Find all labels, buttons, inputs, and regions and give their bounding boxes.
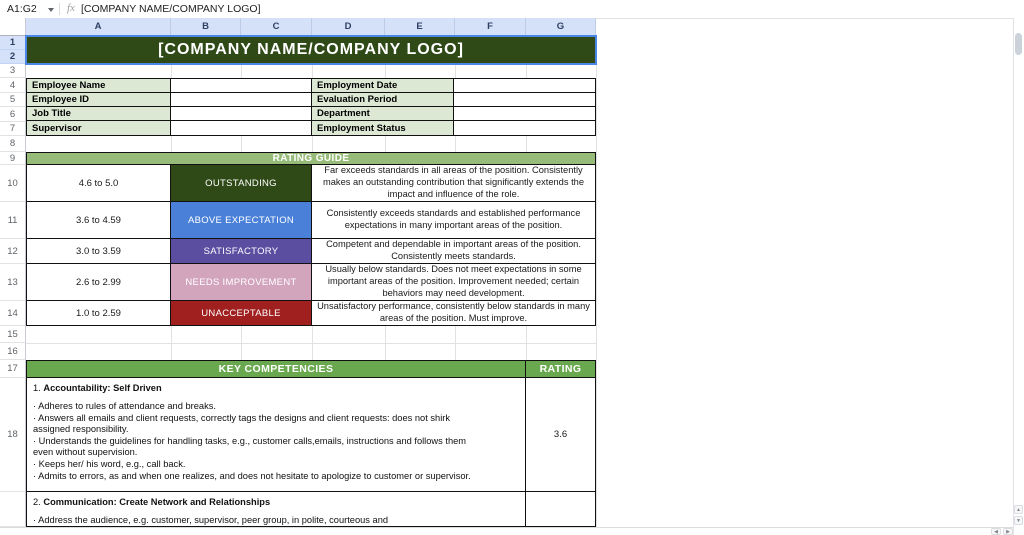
competency-bullet: · Answers all emails and client requests, correctly tags the designs and client requests: does not shirk assigned responsibility. — [33, 412, 451, 435]
vertical-scrollbar[interactable] — [1013, 18, 1024, 535]
column-header-g[interactable]: G — [526, 18, 596, 36]
rating-guide-table — [26, 152, 596, 326]
row-header-3[interactable]: 3 — [0, 64, 26, 78]
row-header-2[interactable]: 2 — [0, 50, 26, 64]
company-title-cell[interactable]: [COMPANY NAME/COMPANY LOGO] — [26, 36, 596, 64]
column-header-a[interactable]: A — [26, 18, 171, 36]
gridline — [455, 64, 456, 78]
gridline — [171, 326, 172, 360]
column-header-d[interactable]: D — [312, 18, 385, 36]
rating-column-header[interactable]: RATING — [526, 361, 595, 378]
rating-label-cell[interactable]: NEEDS IMPROVEMENT — [171, 264, 312, 301]
gridline — [385, 136, 386, 152]
column-header-b[interactable]: B — [171, 18, 241, 36]
gridline — [526, 136, 527, 152]
info-value-cell[interactable] — [171, 121, 312, 135]
vertical-scrollbar-thumb[interactable] — [1015, 33, 1022, 55]
rating-label-cell[interactable]: UNACCEPTABLE — [171, 301, 312, 325]
info-label-cell[interactable]: Job Title — [27, 107, 171, 121]
rating-range-cell[interactable]: 3.6 to 4.59 — [27, 202, 171, 239]
gridline — [526, 64, 527, 78]
row-header-4[interactable]: 4 — [0, 78, 26, 93]
row-header-8[interactable]: 8 — [0, 136, 26, 152]
row-header-7[interactable]: 7 — [0, 122, 26, 136]
info-value-cell[interactable] — [171, 93, 312, 107]
rating-label-cell[interactable]: OUTSTANDING — [171, 165, 312, 202]
row-header-11[interactable]: 11 — [0, 202, 26, 239]
info-value-cell[interactable] — [171, 79, 312, 93]
row-headers — [0, 36, 26, 527]
gridline — [526, 326, 527, 360]
rating-guide-header[interactable]: RATING GUIDE — [27, 153, 595, 165]
gridline — [312, 136, 313, 152]
gridline — [171, 64, 172, 78]
rating-range-cell[interactable]: 2.6 to 2.99 — [27, 264, 171, 301]
info-label-cell[interactable]: Employment Status — [312, 121, 454, 135]
info-value-cell[interactable] — [454, 79, 595, 93]
gridline — [241, 136, 242, 152]
formula-bar — [0, 0, 1024, 19]
gridline — [241, 64, 242, 78]
rating-range-cell[interactable]: 4.6 to 5.0 — [27, 165, 171, 202]
gridline — [26, 343, 596, 344]
row-header-13[interactable]: 13 — [0, 264, 26, 301]
rating-range-cell[interactable]: 1.0 to 2.59 — [27, 301, 171, 325]
rating-range-cell[interactable]: 3.0 to 3.59 — [27, 239, 171, 264]
rating-description-cell[interactable]: Unsatisfactory performance, consistently below standards in many areas of the position. Must improve. — [317, 301, 590, 323]
scroll-down-button[interactable]: ▼ — [1014, 516, 1023, 525]
gridline — [241, 326, 242, 360]
info-label-cell[interactable]: Employment Date — [312, 79, 454, 93]
key-competencies-header[interactable]: KEY COMPETENCIES — [27, 361, 526, 378]
competency-bullet: · Admits to errors, as and when one realizes, and does not hesitate to apologize to customer or supervisor. — [33, 470, 471, 481]
competency-bullet: · Address the audience, e.g. customer, supervisor, peer group, in polite, courteous and — [33, 515, 389, 525]
info-label-cell[interactable]: Employee Name — [27, 79, 171, 93]
gridline — [385, 64, 386, 78]
competency-title: 1. Accountability: Self Driven — [33, 383, 162, 393]
gridline — [312, 64, 313, 78]
gridline — [455, 326, 456, 360]
row-header-14[interactable]: 14 — [0, 301, 26, 326]
column-header-e[interactable]: E — [385, 18, 455, 36]
row-header-9[interactable]: 9 — [0, 152, 26, 165]
competency-bullet: · Adheres to rules of attendance and breaks. — [33, 401, 216, 411]
gridline — [455, 136, 456, 152]
info-value-cell[interactable] — [454, 107, 595, 121]
name-box[interactable]: A1:G2 — [7, 3, 37, 15]
name-box-caret-icon[interactable] — [48, 8, 54, 12]
rating-description-cell[interactable]: Usually below standards. Does not meet expectations in some important areas of the position. Improvement needed; certain behaviors may need development. — [312, 264, 595, 301]
row-header-6[interactable]: 6 — [0, 107, 26, 122]
scroll-right-button[interactable]: ▶ — [1003, 528, 1013, 535]
row-header-17[interactable]: 17 — [0, 360, 26, 378]
row-header-18[interactable]: 18 — [0, 378, 26, 492]
fx-icon: fx — [67, 2, 75, 14]
info-value-cell[interactable] — [454, 93, 595, 107]
scroll-up-button[interactable]: ▲ — [1014, 505, 1023, 514]
info-label-cell[interactable]: Employee ID — [27, 93, 171, 107]
sheet-right-edge — [596, 36, 597, 527]
competency-text-cell[interactable] — [27, 492, 526, 526]
row-header-5[interactable]: 5 — [0, 93, 26, 107]
select-all-corner[interactable] — [0, 18, 26, 36]
column-header-f[interactable]: F — [455, 18, 526, 36]
column-header-c[interactable]: C — [241, 18, 312, 36]
competency-title: 2. Communication: Create Network and Relationships — [33, 497, 271, 507]
row-header-10[interactable]: 10 — [0, 165, 26, 202]
formula-input[interactable]: [COMPANY NAME/COMPANY LOGO] — [81, 3, 261, 15]
bottom-strip — [0, 527, 1013, 535]
row-header-1[interactable]: 1 — [0, 36, 26, 50]
competency-text-cell[interactable] — [27, 378, 526, 492]
info-label-cell[interactable]: Evaluation Period — [312, 93, 454, 107]
row-header-19[interactable] — [0, 492, 26, 527]
rating-description-cell[interactable]: Far exceeds standards in all areas of the position. Consistently makes an outstanding contribution that significantly extends the impact and influence of the role. — [312, 165, 595, 202]
formula-bar-divider — [59, 3, 60, 15]
competency-bullet: · Keeps her/ his word, e.g., call back. — [33, 458, 186, 469]
gridline — [171, 136, 172, 152]
row-header-16[interactable]: 16 — [0, 343, 26, 360]
rating-description-cell[interactable]: Consistently exceeds standards and established performance expectations in many important areas of the position. — [312, 202, 595, 239]
key-competencies-table — [26, 360, 596, 527]
rating-description-cell[interactable]: Competent and dependable in important areas of the position. Consistently meets standards. — [312, 239, 595, 264]
info-value-cell[interactable] — [171, 107, 312, 121]
scroll-left-button[interactable]: ◀ — [991, 528, 1001, 535]
competency-bullet: · Understands the guidelines for handling tasks, e.g., customer calls,emails, instructions and follows them even without supervision. — [33, 435, 467, 458]
info-label-cell[interactable]: Supervisor — [27, 121, 171, 135]
rating-label-cell[interactable]: ABOVE EXPECTATION — [171, 202, 312, 239]
row-header-12[interactable]: 12 — [0, 239, 26, 264]
employee-info-table — [26, 78, 596, 136]
gridline — [385, 326, 386, 360]
competency-rating-cell[interactable] — [526, 492, 595, 526]
row-header-15[interactable]: 15 — [0, 326, 26, 343]
gridline — [312, 326, 313, 360]
info-label-cell[interactable]: Department — [312, 107, 454, 121]
info-value-cell[interactable] — [454, 121, 595, 135]
rating-label-cell[interactable]: SATISFACTORY — [171, 239, 312, 264]
competency-rating-cell[interactable]: 3.6 — [526, 378, 595, 492]
